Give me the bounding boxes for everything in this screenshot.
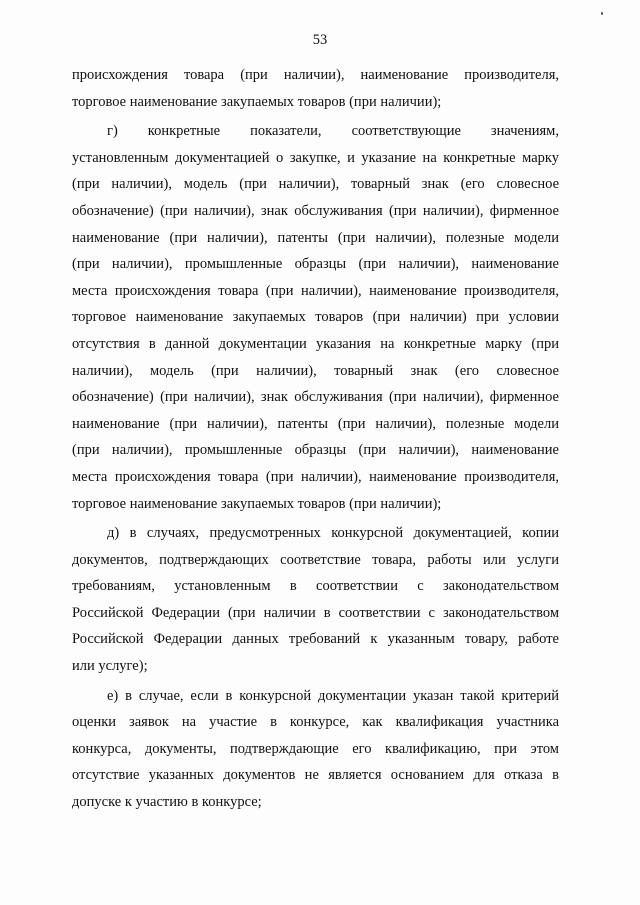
text-line: наличии), модель (при наличии), товарный знак (его словесное <box>72 362 559 379</box>
text-line: конкурса, документы, подтверждающие его квалификацию, при этом <box>72 740 559 757</box>
text-line: торговое наименование закупаемых товаров (при наличии) при условии <box>72 309 559 326</box>
text-line: допуске к участию в конкурсе; <box>72 794 262 811</box>
text-line: отсутствия в данной документации указания на конкретные марку (при <box>72 335 559 352</box>
text-line: г) конкретные показатели, соответствующие значениям, <box>107 123 559 140</box>
text-line: требованиям, установленным в соответствии с законодательством <box>72 578 559 595</box>
text-line: обозначение) (при наличии), знак обслуживания (при наличии), фирменное <box>72 202 559 219</box>
body-text <box>72 62 559 816</box>
text-line: места происхождения товара (при наличии), наименование производителя, <box>72 282 559 299</box>
text-line: торговое наименование закупаемых товаров (при наличии); <box>72 495 442 512</box>
paragraph-item-d <box>72 520 559 680</box>
paragraph-continuation <box>72 62 559 115</box>
text-line: места происхождения товара (при наличии), наименование производителя, <box>72 468 559 485</box>
text-line: (при наличии), промышленные образцы (при наличии), наименование <box>72 256 559 273</box>
text-line: отсутствие указанных документов не является основанием для отказа в <box>72 767 559 784</box>
text-line: обозначение) (при наличии), знак обслуживания (при наличии), фирменное <box>72 389 559 406</box>
text-line: д) в случаях, предусмотренных конкурсной документацией, копии <box>107 525 559 542</box>
text-line: (при наличии), промышленные образцы (при наличии), наименование <box>72 442 559 459</box>
text-line: торговое наименование закупаемых товаров (при наличии); <box>72 93 442 110</box>
text-line: Российской Федерации данных требований к указанным товару, работе <box>72 631 559 648</box>
text-line: Российской Федерации (при наличии в соответствии с законодательством <box>72 604 559 621</box>
paragraph-item-g <box>72 118 559 517</box>
text-line: наименование (при наличии), патенты (при наличии), полезные модели <box>72 415 559 432</box>
text-line: наименование (при наличии), патенты (при наличии), полезные модели <box>72 229 559 246</box>
text-line: е) в случае, если в конкурсной документации указан такой критерий <box>107 687 559 704</box>
text-line: документов, подтверждающих соответствие товара, работы или услуги <box>72 551 559 568</box>
text-line: установленным документацией о закупке, и указание на конкретные марку <box>72 149 559 166</box>
page-number: 53 <box>312 32 328 48</box>
text-line: или услуге); <box>72 658 148 675</box>
text-line: (при наличии), модель (при наличии), товарный знак (его словесное <box>72 176 559 193</box>
text-line: оценки заявок на участие в конкурсе, как квалификация участника <box>72 714 559 731</box>
paragraph-item-e <box>72 683 559 816</box>
text-line: происхождения товара (при наличии), наименование производителя, <box>72 67 559 83</box>
scan-speck <box>601 12 603 15</box>
